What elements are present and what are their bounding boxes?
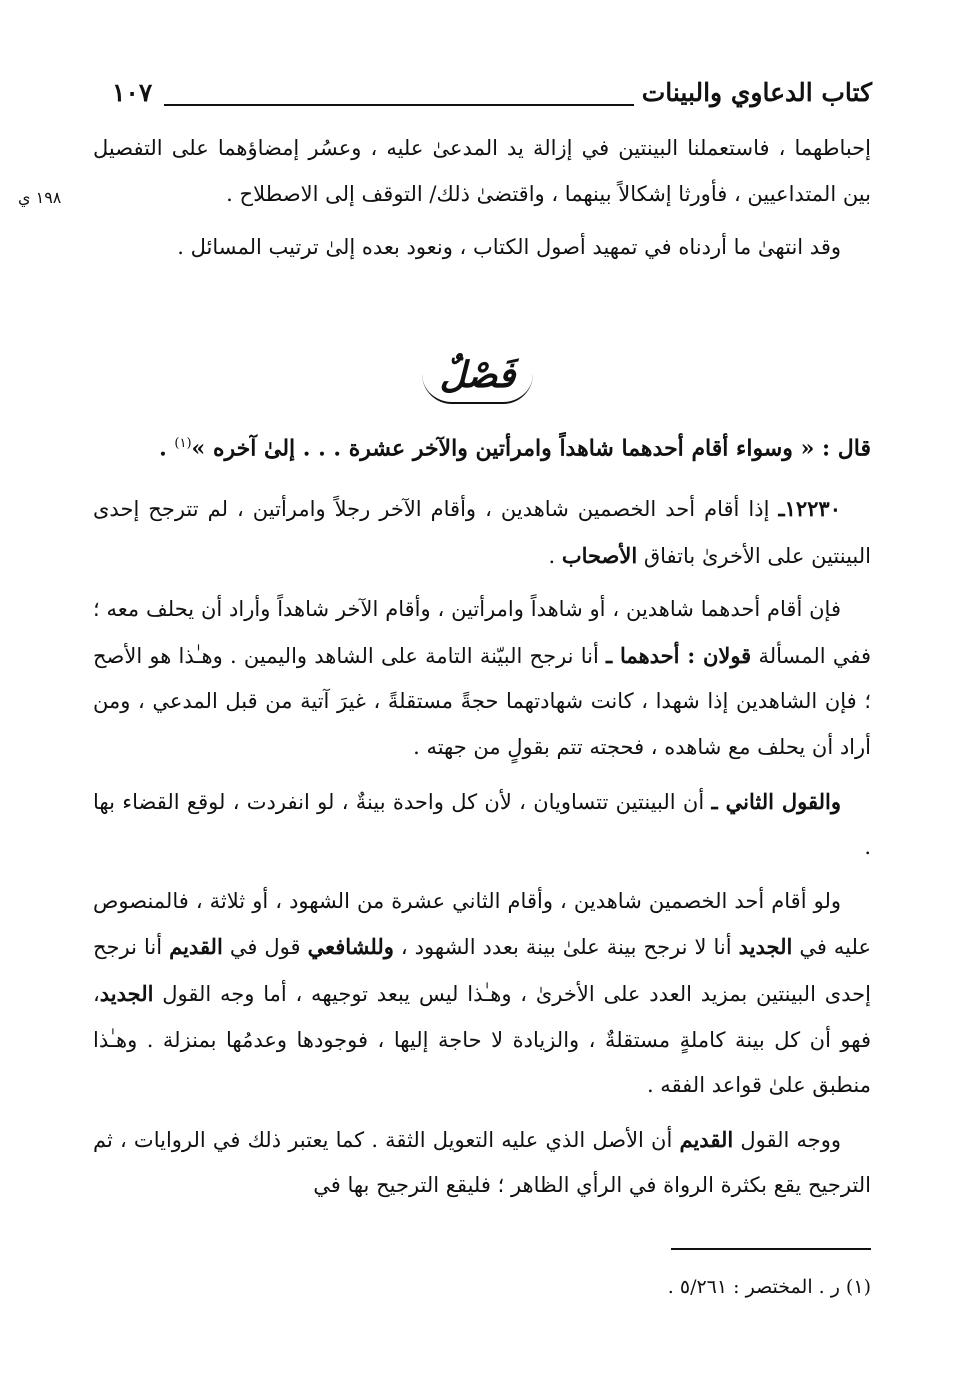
footnote-rule — [671, 1248, 871, 1250]
main-text — [93, 486, 871, 1209]
quoted-statement — [93, 424, 871, 468]
paragraph-text: ووجه القول — [733, 1127, 842, 1152]
running-header — [112, 78, 872, 118]
bold-term: الأصحاب — [561, 542, 638, 568]
section-heading — [0, 352, 955, 404]
bold-term: قولان : أحدهما ـ — [606, 642, 752, 668]
section-heading-text: فَصْلٌ — [422, 352, 534, 404]
issue-number: ١٢٢٣٠ـ — [778, 496, 841, 521]
bold-term: الجديد — [99, 980, 154, 1006]
paragraph-text: إذا أقام أحد الخصمين شاهدين ، وأقام الآخر رجلاً وامرأتين ، لم تترجح إحدى البينتين على الأخرىٰ باتفاق — [93, 497, 871, 568]
header-rule — [164, 104, 634, 106]
paragraph-text: أن البينتين تتساويان ، لأن كل واحدة بينةٌ ، لو انفردت ، لوقع القضاء بها . — [93, 789, 871, 860]
paragraph-text: أنا نرجح البيّنة التامة على الشاهد واليمين . وهـٰذا هو الأصح ؛ فإن الشاهدين إذا شهدا ، كانت شهادتهما حجةً مستقلةً ، غيرَ آتية من قبل المدعي ، ومن أراد أن يحلف مع شاهده ، فحجته تتم بقولٍ من جهته . — [93, 643, 871, 759]
paragraph-text: قول في — [222, 935, 308, 960]
paragraph: وقد انتهىٰ ما أردناه في تمهيد أصول الكتاب ، ونعود بعده إلىٰ ترتيب المسائل . — [177, 235, 841, 259]
paragraph-text: . — [548, 543, 562, 568]
paragraph: إحباطهما ، فاستعملنا البينتين في إزالة يد المدعىٰ عليه ، وعسُر إمضاؤهما على التفصيل بين المتداعيين ، فأورثا إشكالاً بينهما ، واقتضىٰ ذلك/ التوقف إلى الاصطلاح . — [93, 136, 871, 206]
bold-term: وللشافعي — [307, 934, 394, 960]
paragraph-text: أن الأصل الذي عليه التعويل الثقة . كما يعتبر ذلك في الروايات ، ثم الترجيح يقع بكثرة الرواة في الرأي الظاهر ؛ فليقع الترجيح بها في — [93, 1127, 871, 1198]
bold-term: القديم — [169, 934, 223, 960]
paragraph — [93, 587, 871, 770]
bold-term: الجديد — [738, 934, 793, 960]
quoted-statement-text: قال : « وسواء أقام أحدهما شاهداً وامرأتين والآخر عشرة . . . إلىٰ آخره » — [191, 435, 871, 462]
paragraph-text: أنا نرجح إحدى البينتين بمزيد العدد على الأخرىٰ ، وهـٰذا ليس يبعد توجيهه ، أما وجه القول — [93, 935, 871, 1006]
paragraph — [93, 486, 871, 579]
margin-note: ١٩٨ ي — [18, 188, 62, 207]
paragraph — [93, 879, 871, 1109]
paragraph-text: ولو أقام أحد الخصمين شاهدين ، وأقام الثاني عشرة من الشهود ، أو ثلاثة ، فالمنصوص عليه في — [93, 888, 871, 960]
paragraph — [93, 779, 871, 871]
footnote: (١) ر . المختصر : ٥/٢٦١ . — [667, 1276, 871, 1298]
bold-term: والقول الثاني ـ — [711, 788, 841, 814]
intro-text — [93, 126, 871, 271]
page-number: ١٠٧ — [112, 78, 153, 107]
paragraph-text: فإن أقام أحدهما شاهدين ، أو شاهداً وامرأتين ، وأقام الآخر شاهداً وأراد أن يحلف معه ؛ ففي المسألة — [93, 597, 871, 668]
quoted-statement-end: . — [159, 435, 175, 462]
paragraph-text: ، فهو أن كل بينة كاملةٍ مستقلةٌ ، والزيادة لا حاجة إليها ، فوجودها وعدمُها بمنزلة . وهـٰذا منطبق علىٰ قواعد الفقه . — [93, 981, 871, 1098]
paragraph-text: أنا لا نرجح بينة علىٰ بينة بعدد الشهود ، — [393, 935, 739, 960]
footnote-reference: (١) — [174, 436, 192, 451]
paragraph — [93, 1117, 871, 1209]
bold-term: القديم — [679, 1126, 734, 1152]
header-title: كتاب الدعاوي والبينات — [641, 78, 872, 107]
